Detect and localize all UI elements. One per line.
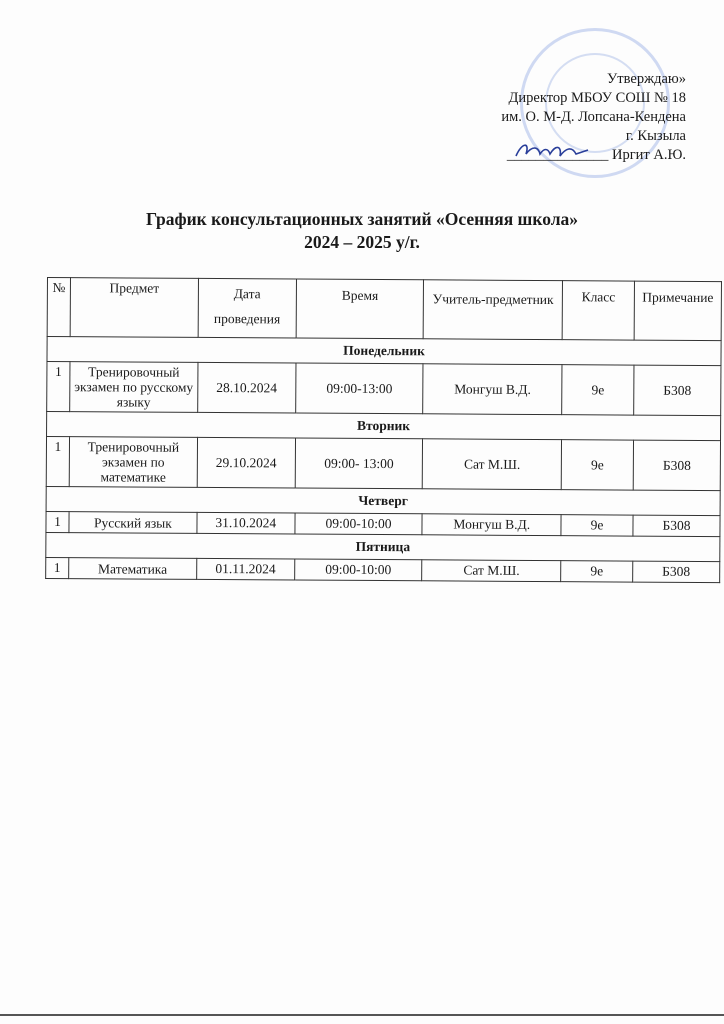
table-cell: Математика (69, 558, 197, 580)
table-cell: 1 (47, 362, 70, 412)
table-cell: 01.11.2024 (197, 558, 295, 580)
table-cell: 9е (562, 365, 634, 415)
header-cell: Примечание (634, 281, 721, 341)
header-cell: № (47, 278, 70, 337)
table-cell: 9е (561, 561, 633, 582)
header-cell: Время (296, 279, 424, 339)
table-cell: 1 (46, 557, 69, 578)
table-cell: 1 (46, 437, 69, 487)
table-cell: Б308 (633, 515, 720, 537)
signer-name: Иргит А.Ю. (611, 147, 686, 163)
title-line: График консультационных занятий «Осенняя школа» (145, 209, 579, 229)
table-cell: Б308 (633, 440, 720, 491)
table-cell: 1 (46, 511, 69, 532)
day-label: Понедельник (47, 337, 721, 366)
table-cell: Тренировочный экзамен по математике (69, 437, 197, 488)
approval-line: Утверждаю» (607, 71, 686, 87)
table-cell: 09:00-10:00 (294, 559, 422, 581)
approval-line: Директор МБОУ СОШ № 18 (508, 90, 686, 106)
header-cell: Класс (562, 281, 634, 340)
table-cell: Монгуш В.Д. (422, 514, 561, 536)
approval-signer: ______________ Иргит А.Ю. (506, 147, 686, 163)
table-cell: Сат М.Ш. (422, 560, 561, 582)
header-cell: Учитель-предметник (424, 280, 563, 340)
schedule-table (45, 277, 722, 583)
table-cell: Б308 (634, 365, 721, 416)
title-year: 2024 – 2025 у/г. (304, 232, 420, 252)
table-cell: 28.10.2024 (198, 362, 296, 413)
table-cell: 29.10.2024 (197, 437, 295, 488)
table-cell: 09:00-13:00 (295, 363, 423, 414)
day-label: Четверг (46, 486, 720, 515)
table-cell: Русский язык (69, 512, 197, 534)
approval-line: г. Кызыла (625, 128, 686, 144)
scan-edge (0, 1014, 724, 1016)
table-cell: 09:00- 13:00 (295, 438, 423, 489)
table-cell: Монгуш В.Д. (423, 364, 562, 415)
table-cell: 9е (561, 440, 633, 490)
header-row (47, 278, 721, 341)
table-row (46, 437, 720, 491)
table-cell: Сат М.Ш. (423, 439, 562, 490)
table-row (47, 362, 721, 416)
table-cell: 09:00-10:00 (295, 513, 423, 535)
table-cell: 9е (561, 515, 633, 536)
header-cell: Дата проведения (198, 278, 296, 338)
approval-line: им. О. М-Д. Лопсана-Кендена (501, 109, 686, 125)
day-label: Вторник (47, 412, 721, 441)
table-cell: 31.10.2024 (197, 512, 295, 534)
page-title (0, 208, 724, 254)
table-row (46, 557, 720, 582)
header-cell: Предмет (70, 278, 198, 338)
day-label: Пятница (46, 532, 720, 561)
signature (512, 140, 592, 162)
table-cell: Б308 (633, 561, 720, 583)
table-cell: Тренировочный экзамен по русскому языку (70, 362, 198, 413)
